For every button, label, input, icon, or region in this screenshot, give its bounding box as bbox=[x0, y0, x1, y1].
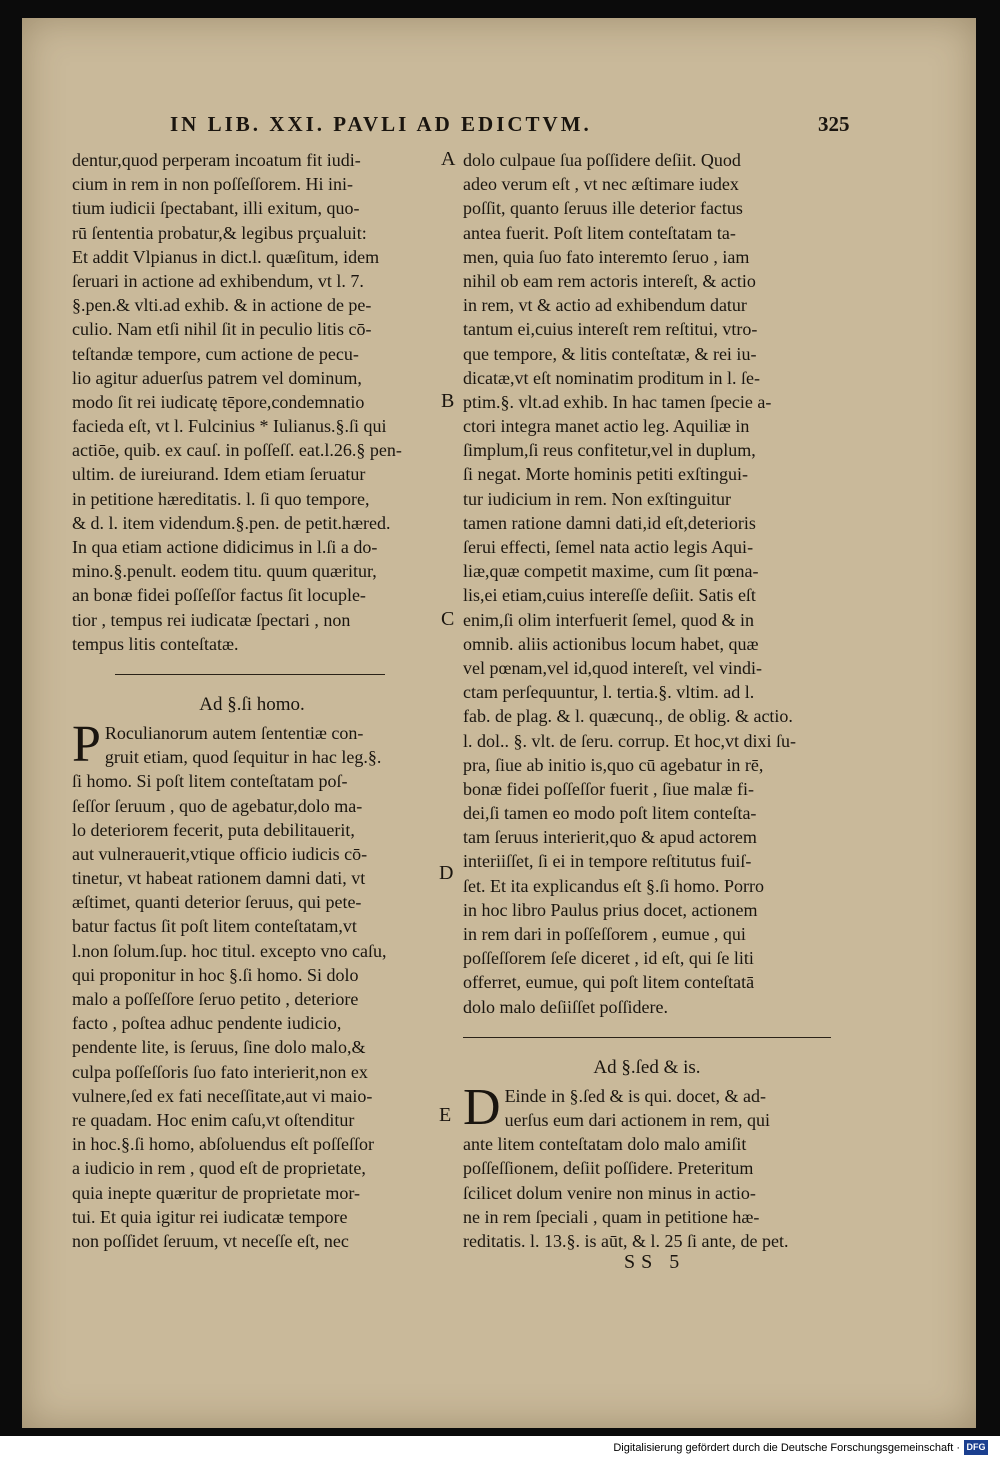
text-line: Einde in §.ſed & is qui. docet, & ad- bbox=[504, 1085, 767, 1106]
text-line: pendente lite, is ſeruus, ſine dolo malo,& bbox=[72, 1037, 366, 1058]
text-line: dolo culpaue ſua poſſidere deſiit. Quod bbox=[463, 150, 741, 170]
left-paragraph-2 bbox=[72, 715, 432, 1253]
text-line: tium iudicii ſpectabant, illi exitum, quo- bbox=[72, 198, 360, 219]
text-line: in hoc libro Paulus prius docet, actionem bbox=[463, 899, 758, 920]
text-line: in rem, vt & actio ad exhibendum datur bbox=[463, 295, 747, 316]
text-line: poſſeſſorem ſeſe diceret , id eſt, qui ſe liti bbox=[463, 948, 754, 969]
right-column bbox=[463, 148, 831, 1253]
text-line: Et addit Vlpianus in dict.l. quæſitum, idem bbox=[72, 246, 380, 267]
text-line: ante litem conteſtatam dolo malo amiſit bbox=[463, 1134, 747, 1155]
left-drop-cap: P bbox=[72, 715, 101, 773]
text-line: & d. l. item videndum.§.pen. de petit.hæred. bbox=[72, 512, 391, 533]
text-line: adeo verum eſt , vt nec æſtimare iudex bbox=[463, 174, 739, 195]
text-line: ultim. de iureiurand. Idem etiam ſeruatur bbox=[72, 464, 366, 485]
margin-letter-b: B bbox=[441, 390, 455, 412]
left-paragraph-1 bbox=[72, 148, 432, 656]
digitization-credit: Digitalisierung gefördert durch die Deutsche Forschungsgemeinschaft · bbox=[613, 1442, 960, 1454]
text-line: uerſus eum dari actionem in rem, qui bbox=[504, 1109, 770, 1130]
text-line: facieda eſt, vt l. Fulcinius * Iulianus.§.ſi qui bbox=[72, 416, 387, 437]
text-line: aut vulnerauerit,vtique officio iudicis cō- bbox=[72, 843, 368, 864]
text-line: ſimplum,ſi reus confitetur,vel in duplum, bbox=[463, 440, 756, 461]
text-line: a iudicio in rem , quod eſt de proprietate, bbox=[72, 1158, 366, 1179]
text-line: tior , tempus rei iudicatæ ſpectari , non bbox=[72, 609, 351, 630]
text-line: tam ſeruus interierit,quo & apud actorem bbox=[463, 827, 757, 848]
text-line: tempus litis conteſtatæ. bbox=[72, 633, 239, 654]
margin-letter-d: D bbox=[439, 862, 454, 884]
text-line: tantum ei,cuius intereſt rem reſtitui, vtro- bbox=[463, 319, 758, 340]
text-line: l. dol.. §. vlt. de ſeru. corrup. Et hoc,vt dixi ſu- bbox=[463, 730, 796, 751]
text-line: non poſſidet ſeruum, vt neceſſe eſt, nec bbox=[72, 1230, 349, 1251]
text-line: ptim.§. vlt.ad exhib. In hac tamen ſpecie a- bbox=[463, 391, 772, 412]
text-line: ſi homo. Si poſt litem conteſtatam poſ- bbox=[72, 771, 348, 792]
text-line: tur iudicium in rem. Non exſtinguitur bbox=[463, 488, 731, 509]
dfg-logo: DFG bbox=[964, 1440, 988, 1455]
text-line: ſeruari in actione ad exhibendum, vt l. 7. bbox=[72, 270, 364, 291]
text-line: liæ,quæ competit maxime, cum ſit pœna- bbox=[463, 561, 759, 582]
text-line: lio agitur aduerſus patrem vel dominum, bbox=[72, 367, 362, 388]
text-line: ſeſſor ſeruum , quo de agebatur,dolo ma- bbox=[72, 795, 363, 816]
text-line: in hoc.§.ſi homo, abſoluendus eſt poſſeſſor bbox=[72, 1134, 374, 1155]
text-line: cium in rem in non poſſeſſorem. Hi ini- bbox=[72, 174, 353, 195]
text-line: actiōe, quib. ex cauſ. in poſſeſſ. eat.l.26.§ pen- bbox=[72, 440, 402, 461]
left-column bbox=[72, 148, 432, 1253]
running-head: IN LIB. XXI. PAVLI AD EDICTVM. bbox=[170, 112, 592, 136]
text-line: culpa poſſeſſoris ſuo fato interierit,non ex bbox=[72, 1061, 368, 1082]
right-section-heading: Ad §.ſed & is. bbox=[593, 1056, 701, 1078]
text-line: reditatis. l. 13.§. is aūt, & l. 25 ſi ante, de pet. bbox=[463, 1230, 789, 1251]
page-number: 325 bbox=[818, 112, 850, 136]
text-line: facto , poſtea adhuc pendente iudicio, bbox=[72, 1013, 342, 1034]
text-line: pra, ſiue ab initio is,quo cū agebatur in rē, bbox=[463, 754, 764, 775]
text-line: bonæ fidei poſſeſſor fuerit , ſiue malæ fi- bbox=[463, 778, 754, 799]
text-line: vulnere,ſed ex fati neceſſitate,aut vi maio- bbox=[72, 1085, 373, 1106]
text-line: qui proponitur in hoc §.ſi homo. Si dolo bbox=[72, 964, 359, 985]
text-line: poſſeſſionem, deſiit poſſidere. Preteritum bbox=[463, 1158, 754, 1179]
text-line: in petitione hæreditatis. l. ſi quo tempore, bbox=[72, 488, 370, 509]
text-line: ſi negat. Morte hominis petiti exſtingui- bbox=[463, 464, 748, 485]
text-line: l.non ſolum.ſup. hoc titul. excepto vno caſu, bbox=[72, 940, 387, 961]
text-line: interiiſſet, ſi ei in tempore reſtitutus fuiſ- bbox=[463, 851, 752, 872]
text-line: poſſit, quanto ſeruus ille deterior factus bbox=[463, 198, 743, 219]
text-line: dolo malo deſiiſſet poſſidere. bbox=[463, 996, 668, 1017]
right-drop-cap: D bbox=[463, 1078, 501, 1136]
text-line: enim,ſi olim interfuerit ſemel, quod & in bbox=[463, 609, 754, 630]
margin-letter-a: A bbox=[441, 148, 456, 170]
text-line: §.pen.& vlti.ad exhib. & in actione de pe- bbox=[72, 295, 372, 316]
text-line: antea fuerit. Poſt litem conteſtatam ta- bbox=[463, 222, 736, 243]
text-line: tamen ratione damni dati,id eſt,deterioris bbox=[463, 512, 756, 533]
text-line: rū ſententia probatur,& legibus prçualuit: bbox=[72, 222, 367, 243]
text-line: culio. Nam etſi nihil ſit in peculio litis cō- bbox=[72, 319, 372, 340]
text-line: tui. Et quia igitur rei iudicatæ tempore bbox=[72, 1206, 348, 1227]
text-line: omnib. aliis actionibus locum habet, quæ bbox=[463, 633, 759, 654]
right-paragraph-1 bbox=[463, 148, 831, 1019]
text-line: quia inepte quæritur de proprietate mor- bbox=[72, 1182, 361, 1203]
text-line: men, quia ſuo fato interemto ſeruo , iam bbox=[463, 246, 750, 267]
text-line: re quadam. Hoc enim caſu,vt oſtenditur bbox=[72, 1109, 355, 1130]
text-line: vel pœnam,vel id,quod intereſt, vel vindi- bbox=[463, 657, 762, 678]
margin-letter-e: E bbox=[439, 1104, 452, 1126]
margin-letter-c: C bbox=[441, 608, 455, 630]
right-divider bbox=[463, 1037, 831, 1038]
text-line: nihil ob eam rem actoris intereſt, & actio bbox=[463, 270, 756, 291]
text-line: dentur,quod perperam incoatum fit iudi- bbox=[72, 150, 361, 170]
text-line: ne in rem ſpeciali , quam in petitione hæ- bbox=[463, 1206, 760, 1227]
text-line: dicatæ,vt eſt nominatim proditum in l. ſe- bbox=[463, 367, 760, 388]
text-line: que tempore, & litis conteſtatæ, & rei iu- bbox=[463, 343, 757, 364]
text-line: lo deteriorem fecerit, puta debilitauerit, bbox=[72, 819, 355, 840]
right-paragraph-2 bbox=[463, 1078, 831, 1253]
text-line: malo a poſſeſſore ſeruo petito , deteriore bbox=[72, 989, 359, 1009]
left-divider bbox=[115, 674, 385, 675]
text-line: fab. de plag. & l. quæcunq., de oblig. & actio. bbox=[463, 706, 793, 727]
text-line: æſtimet, quanti deterior ſeruus, qui pete- bbox=[72, 892, 362, 913]
text-line: tinetur, vt habeat rationem damni dati, vt bbox=[72, 868, 366, 889]
text-line: offerret, eumue, qui poſt litem conteſtatā bbox=[463, 972, 755, 993]
text-line: ctam perſequuntur, l. tertia.§. vltim. ad l. bbox=[463, 682, 755, 703]
text-line: In qua etiam actione didicimus in l.ſi a do- bbox=[72, 537, 378, 557]
text-line: mino.§.penult. eodem titu. quum quæritur, bbox=[72, 561, 377, 582]
text-line: an bonæ fidei poſſeſſor factus ſit locuple- bbox=[72, 585, 366, 606]
left-section-heading: Ad §.ſi homo. bbox=[199, 693, 305, 715]
text-line: gruit etiam, quod ſequitur in hac leg.§. bbox=[104, 747, 382, 768]
text-line: batur factus ſit poſt litem conteſtatam,vt bbox=[72, 916, 357, 937]
text-line: ſet. Et ita explicandus eſt §.ſi homo. Porro bbox=[463, 875, 764, 896]
text-line: teſtandæ tempore, cum actione de pecu- bbox=[72, 343, 359, 364]
text-line: ctori integra manet actio leg. Aquiliæ in bbox=[463, 416, 750, 437]
signature-mark: SS 5 bbox=[624, 1251, 686, 1273]
text-line: lis,ei etiam,cuius intereſſe deſiit. Satis eſt bbox=[463, 585, 756, 606]
text-line: ſerui effecti, ſemel nata actio legis Aqui- bbox=[463, 537, 754, 557]
text-line: Roculianorum autem ſententiæ con- bbox=[104, 722, 364, 743]
text-line: in rem dari in poſſeſſorem , eumue , qui bbox=[463, 924, 746, 944]
text-line: dei,ſi tamen eo modo poſt litem conteſta- bbox=[463, 803, 757, 824]
text-line: modo ſit rei iudicatę tēpore,condemnatio bbox=[72, 391, 365, 412]
text-line: ſcilicet dolum venire non minus in actio- bbox=[463, 1182, 756, 1203]
